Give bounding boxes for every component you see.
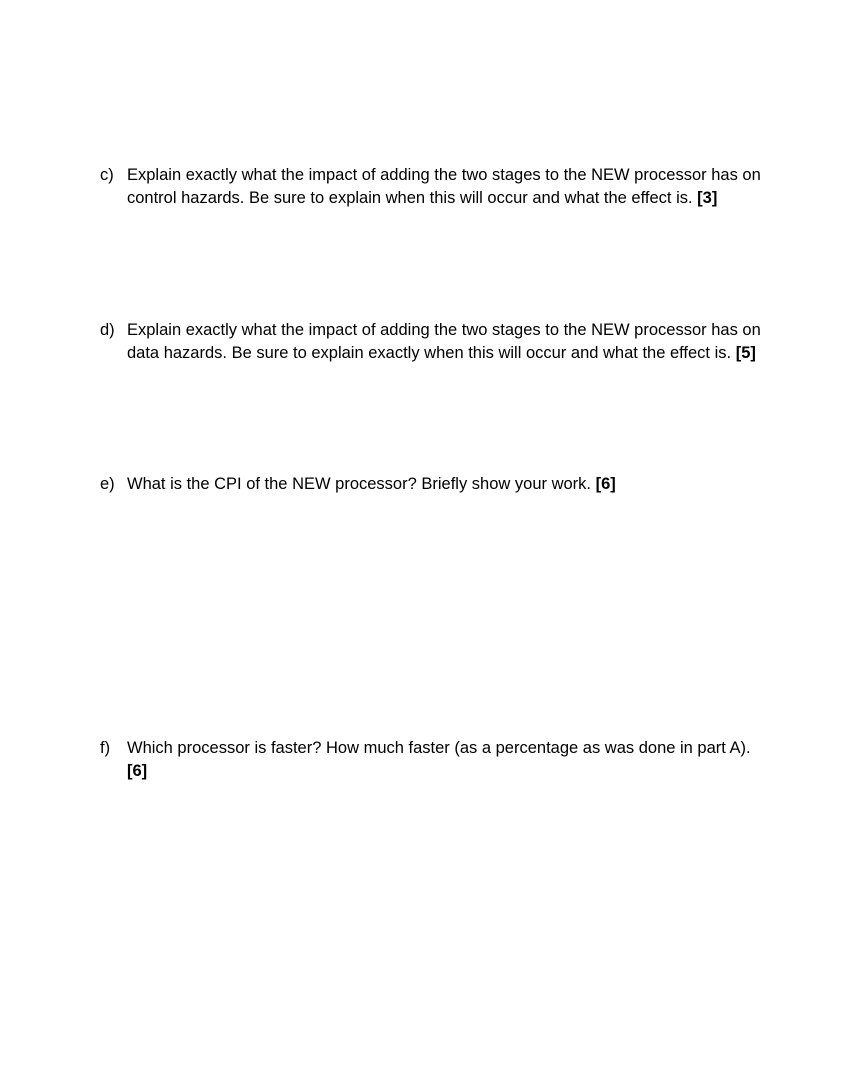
question-marks: [5] <box>735 344 756 362</box>
question-label: f) <box>100 739 111 757</box>
question-text-block <box>127 737 780 783</box>
question-label: e) <box>100 475 115 493</box>
question-marks: [6] <box>595 475 616 493</box>
question-text-block <box>127 319 780 365</box>
question-text: What is the CPI of the NEW processor? Briefly show your work. <box>127 475 591 493</box>
question-text: Which processor is faster? How much faster (as a percentage as was done in part A). <box>127 739 751 757</box>
question-text-block <box>127 164 780 210</box>
question-label: c) <box>100 166 114 184</box>
question-marks: [6] <box>127 762 148 780</box>
question-text: Explain exactly what the impact of adding the two stages to the NEW processor has on data hazards. Be sure to explain exactly when this will occur and what the effect is. <box>127 321 761 362</box>
question-d <box>100 319 780 365</box>
question-label: d) <box>100 321 115 339</box>
question-text-block <box>127 473 780 496</box>
question-c <box>100 164 780 210</box>
question-e <box>100 473 780 496</box>
question-text: Explain exactly what the impact of adding the two stages to the NEW processor has on control hazards. Be sure to explain when this will occur and what the effect is. <box>127 166 761 207</box>
question-f <box>100 737 780 783</box>
question-marks: [3] <box>697 189 718 207</box>
